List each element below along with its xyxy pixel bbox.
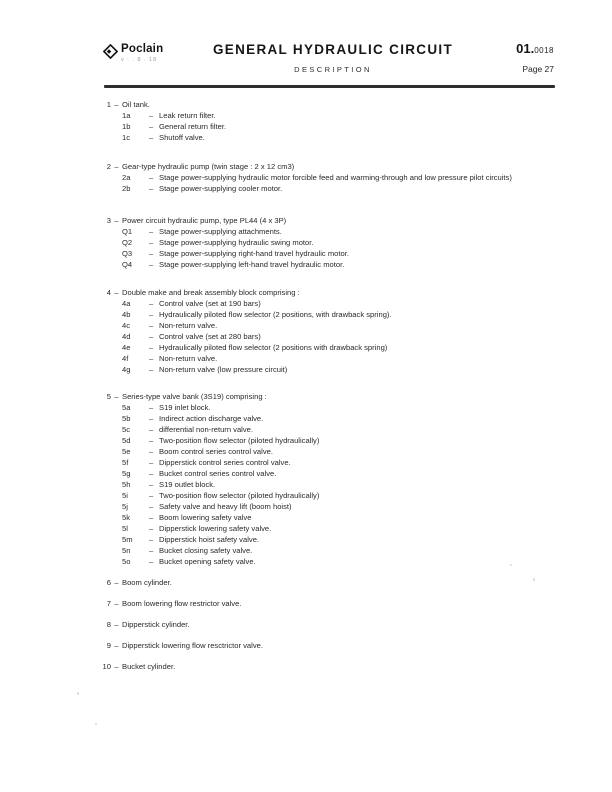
- header-divider: [104, 85, 555, 88]
- sub-item-label: 4f: [122, 354, 129, 363]
- item-main-row: [94, 215, 554, 226]
- item-dash: –: [114, 578, 119, 587]
- sub-item-label: 4c: [122, 321, 131, 330]
- document-number: [516, 42, 554, 57]
- item-dash: –: [114, 620, 119, 629]
- sub-item-row: [94, 490, 554, 501]
- sub-item-dash: –: [149, 491, 154, 500]
- sub-item-row: [94, 248, 554, 259]
- sub-item-text: Boom control series control valve.: [159, 447, 273, 456]
- sub-item-label: 4b: [122, 310, 131, 319]
- sub-item-row: [94, 259, 554, 270]
- sub-item-text: Indirect action discharge valve.: [159, 414, 264, 423]
- sub-item-label: 5c: [122, 425, 131, 434]
- sub-item-text: S19 inlet block.: [159, 403, 211, 412]
- sub-item-row: [94, 435, 554, 446]
- sub-item-text: Bucket closing safety valve.: [159, 546, 253, 555]
- sub-item-text: Bucket control series control valve.: [159, 469, 277, 478]
- scan-speck: [510, 564, 512, 566]
- document-number-minor: 0018: [534, 46, 554, 55]
- item-text: Bucket cylinder.: [122, 662, 176, 671]
- sub-item-label: 5e: [122, 447, 131, 456]
- sub-item-label: 1a: [122, 111, 131, 120]
- sub-item-row: [94, 523, 554, 534]
- scan-speck: [95, 723, 97, 725]
- item-dash: –: [114, 288, 119, 297]
- sub-item-text: Control valve (set at 280 bars): [159, 332, 261, 341]
- item-dash: –: [114, 662, 119, 671]
- sub-item-dash: –: [149, 260, 154, 269]
- sub-item-dash: –: [149, 403, 154, 412]
- sub-item-row: [94, 353, 554, 364]
- sub-item-label: 5b: [122, 414, 131, 423]
- sub-item-label: 1b: [122, 122, 131, 131]
- sub-item-label: 5f: [122, 458, 129, 467]
- item-text: Oil tank.: [122, 100, 150, 109]
- item-sub-list: [94, 110, 554, 143]
- item-list: [94, 99, 554, 682]
- sub-item-text: Stage power-supplying hydraulic motor forcible feed and warming-through and low pressure pilot circuits): [159, 173, 512, 182]
- document-number-major: 01.: [516, 41, 535, 56]
- sub-item-dash: –: [149, 557, 154, 566]
- sub-item-text: Two-position flow selector (piloted hydraulically): [159, 491, 320, 500]
- item-number: 6: [106, 578, 111, 587]
- sub-item-row: [94, 457, 554, 468]
- list-item: [94, 598, 554, 609]
- sub-item-row: [94, 413, 554, 424]
- sub-item-dash: –: [149, 447, 154, 456]
- list-item: [94, 161, 554, 194]
- item-dash: –: [114, 162, 119, 171]
- sub-item-row: [94, 424, 554, 435]
- sub-item-text: Control valve (set at 190 bars): [159, 299, 261, 308]
- poclain-diamond-icon: [103, 44, 118, 59]
- list-item: [94, 215, 554, 270]
- sub-item-row: [94, 110, 554, 121]
- scan-speck: [533, 578, 535, 581]
- sub-item-dash: –: [149, 425, 154, 434]
- sub-item-label: 2a: [122, 173, 131, 182]
- sub-item-text: Safety valve and heavy lift (boom hoist): [159, 502, 292, 511]
- sub-item-dash: –: [149, 299, 154, 308]
- item-number: 7: [106, 599, 111, 608]
- sub-item-dash: –: [149, 238, 154, 247]
- sub-item-text: Two-position flow selector (piloted hydraulically): [159, 436, 320, 445]
- item-main-row: [94, 640, 554, 651]
- sub-item-row: [94, 172, 554, 183]
- item-main-row: [94, 619, 554, 630]
- sub-item-text: Stage power-supplying left-hand travel hydraulic motor.: [159, 260, 345, 269]
- sub-item-row: [94, 512, 554, 523]
- sub-item-text: Bucket opening safety valve.: [159, 557, 256, 566]
- sub-item-row: [94, 479, 554, 490]
- sub-item-text: Stage power-supplying attachments.: [159, 227, 282, 236]
- page-title: GENERAL HYDRAULIC CIRCUIT: [212, 42, 453, 57]
- list-item: [94, 577, 554, 588]
- list-item: [94, 391, 554, 567]
- sub-item-dash: –: [149, 414, 154, 423]
- sub-item-row: [94, 545, 554, 556]
- sub-item-text: General return filter.: [159, 122, 227, 131]
- sub-item-row: [94, 331, 554, 342]
- item-dash: –: [114, 216, 119, 225]
- item-text: Double make and break assembly block comprising :: [122, 288, 300, 297]
- sub-item-text: S19 outlet block.: [159, 480, 216, 489]
- sub-item-text: Hydraulically piloted flow selector (2 positions, with drawback spring).: [159, 310, 392, 319]
- sub-item-label: 2b: [122, 184, 131, 193]
- sub-item-label: Q1: [122, 227, 133, 236]
- sub-item-dash: –: [149, 546, 154, 555]
- item-text: Gear-type hydraulic pump (twin stage : 2 x 12 cm3): [122, 162, 295, 171]
- sub-item-dash: –: [149, 436, 154, 445]
- item-number: 9: [106, 641, 111, 650]
- sub-item-dash: –: [149, 184, 154, 193]
- reference-block: [516, 42, 554, 74]
- sub-item-dash: –: [149, 249, 154, 258]
- item-number: 5: [106, 392, 111, 401]
- item-sub-list: [94, 226, 554, 270]
- sub-item-dash: –: [149, 173, 154, 182]
- sub-item-row: [94, 534, 554, 545]
- item-sub-list: [94, 402, 554, 567]
- sub-item-row: [94, 121, 554, 132]
- sub-item-text: Non-return valve.: [159, 321, 218, 330]
- sub-item-label: Q2: [122, 238, 133, 247]
- sub-item-row: [94, 132, 554, 143]
- sub-item-dash: –: [149, 133, 154, 142]
- sub-item-dash: –: [149, 502, 154, 511]
- item-dash: –: [114, 599, 119, 608]
- item-main-row: [94, 99, 554, 110]
- sub-item-dash: –: [149, 354, 154, 363]
- sub-item-label: 5n: [122, 546, 131, 555]
- sub-item-label: 5i: [122, 491, 128, 500]
- item-main-row: [94, 287, 554, 298]
- list-item: [94, 287, 554, 375]
- item-number: 3: [106, 216, 111, 225]
- sub-item-dash: –: [149, 111, 154, 120]
- sub-item-text: Non-return valve.: [159, 354, 218, 363]
- sub-item-text: Non-return valve (low pressure circuit): [159, 365, 288, 374]
- sub-item-row: [94, 468, 554, 479]
- sub-item-dash: –: [149, 365, 154, 374]
- sub-item-label: 5k: [122, 513, 131, 522]
- item-sub-list: [94, 172, 554, 194]
- sub-item-row: [94, 309, 554, 320]
- sub-item-row: [94, 298, 554, 309]
- page-number: Page 27: [522, 64, 554, 74]
- brand-name: Poclain: [121, 43, 164, 55]
- item-dash: –: [114, 100, 119, 109]
- item-dash: –: [114, 392, 119, 401]
- item-main-row: [94, 391, 554, 402]
- sub-item-dash: –: [149, 227, 154, 236]
- item-text: Dipperstick lowering flow resctrictor valve.: [122, 641, 263, 650]
- item-number: 1: [106, 100, 111, 109]
- sub-item-dash: –: [149, 469, 154, 478]
- list-item: [94, 99, 554, 143]
- sub-item-text: Dipperstick control series control valve.: [159, 458, 291, 467]
- sub-item-label: 5o: [122, 557, 131, 566]
- item-main-row: [94, 161, 554, 172]
- sub-item-text: Boom lowering safety valve: [159, 513, 252, 522]
- sub-item-row: [94, 364, 554, 375]
- title-block: [153, 42, 513, 74]
- sub-item-row: [94, 556, 554, 567]
- item-main-row: [94, 598, 554, 609]
- sub-item-text: Dipperstick lowering safety valve.: [159, 524, 272, 533]
- item-number: 4: [106, 288, 111, 297]
- item-main-row: [94, 577, 554, 588]
- item-main-row: [94, 661, 554, 672]
- sub-item-text: Shutoff valve.: [159, 133, 205, 142]
- sub-item-row: [94, 320, 554, 331]
- scan-speck: [77, 692, 79, 695]
- sub-item-label: 5a: [122, 403, 131, 412]
- sub-item-dash: –: [149, 321, 154, 330]
- sub-item-dash: –: [149, 535, 154, 544]
- item-number: 2: [106, 162, 111, 171]
- list-item: [94, 661, 554, 672]
- sub-item-text: Stage power-supplying hydraulic swing motor.: [159, 238, 314, 247]
- list-item: [94, 619, 554, 630]
- sub-item-dash: –: [149, 513, 154, 522]
- sub-item-row: [94, 237, 554, 248]
- sub-item-dash: –: [149, 310, 154, 319]
- sub-item-label: 5g: [122, 469, 131, 478]
- sub-item-dash: –: [149, 343, 154, 352]
- sub-item-label: 4d: [122, 332, 131, 341]
- sub-item-text: Hydraulically piloted flow selector (2 positions with drawback spring): [159, 343, 388, 352]
- item-number: 8: [106, 620, 111, 629]
- sub-item-text: Dipperstick hoist safety valve.: [159, 535, 260, 544]
- item-sub-list: [94, 298, 554, 375]
- sub-item-label: 4g: [122, 365, 131, 374]
- sub-item-text: differential non-return valve.: [159, 425, 253, 434]
- sub-item-label: 4e: [122, 343, 131, 352]
- sub-item-row: [94, 402, 554, 413]
- item-text: Boom lowering flow restrictor valve.: [122, 599, 242, 608]
- sub-item-label: 5j: [122, 502, 128, 511]
- sub-item-text: Leak return filter.: [159, 111, 216, 120]
- sub-item-label: 5d: [122, 436, 131, 445]
- sub-item-label: 1c: [122, 133, 131, 142]
- sub-item-dash: –: [149, 122, 154, 131]
- sub-item-dash: –: [149, 480, 154, 489]
- item-dash: –: [114, 641, 119, 650]
- page-subtitle: DESCRIPTION: [294, 65, 372, 74]
- sub-item-row: [94, 226, 554, 237]
- sub-item-row: [94, 183, 554, 194]
- sub-item-dash: –: [149, 332, 154, 341]
- item-text: Series-type valve bank (3S19) comprising :: [122, 392, 267, 401]
- sub-item-text: Stage power-supplying right-hand travel hydraulic motor.: [159, 249, 349, 258]
- sub-item-label: 5l: [122, 524, 128, 533]
- list-item: [94, 640, 554, 651]
- item-text: Dipperstick cylinder.: [122, 620, 190, 629]
- sub-item-row: [94, 501, 554, 512]
- sub-item-label: 5m: [122, 535, 133, 544]
- sub-item-row: [94, 342, 554, 353]
- item-text: Boom cylinder.: [122, 578, 172, 587]
- brand-subtext: v : . 8 . 18: [121, 57, 158, 63]
- sub-item-label: 5h: [122, 480, 131, 489]
- sub-item-label: 4a: [122, 299, 131, 308]
- sub-item-label: Q4: [122, 260, 133, 269]
- sub-item-dash: –: [149, 524, 154, 533]
- sub-item-label: Q3: [122, 249, 133, 258]
- sub-item-row: [94, 446, 554, 457]
- sub-item-dash: –: [149, 458, 154, 467]
- item-number: 10: [102, 662, 111, 671]
- item-text: Power circuit hydraulic pump, type PL44 (4 x 3P): [122, 216, 287, 225]
- sub-item-text: Stage power-supplying cooler motor.: [159, 184, 283, 193]
